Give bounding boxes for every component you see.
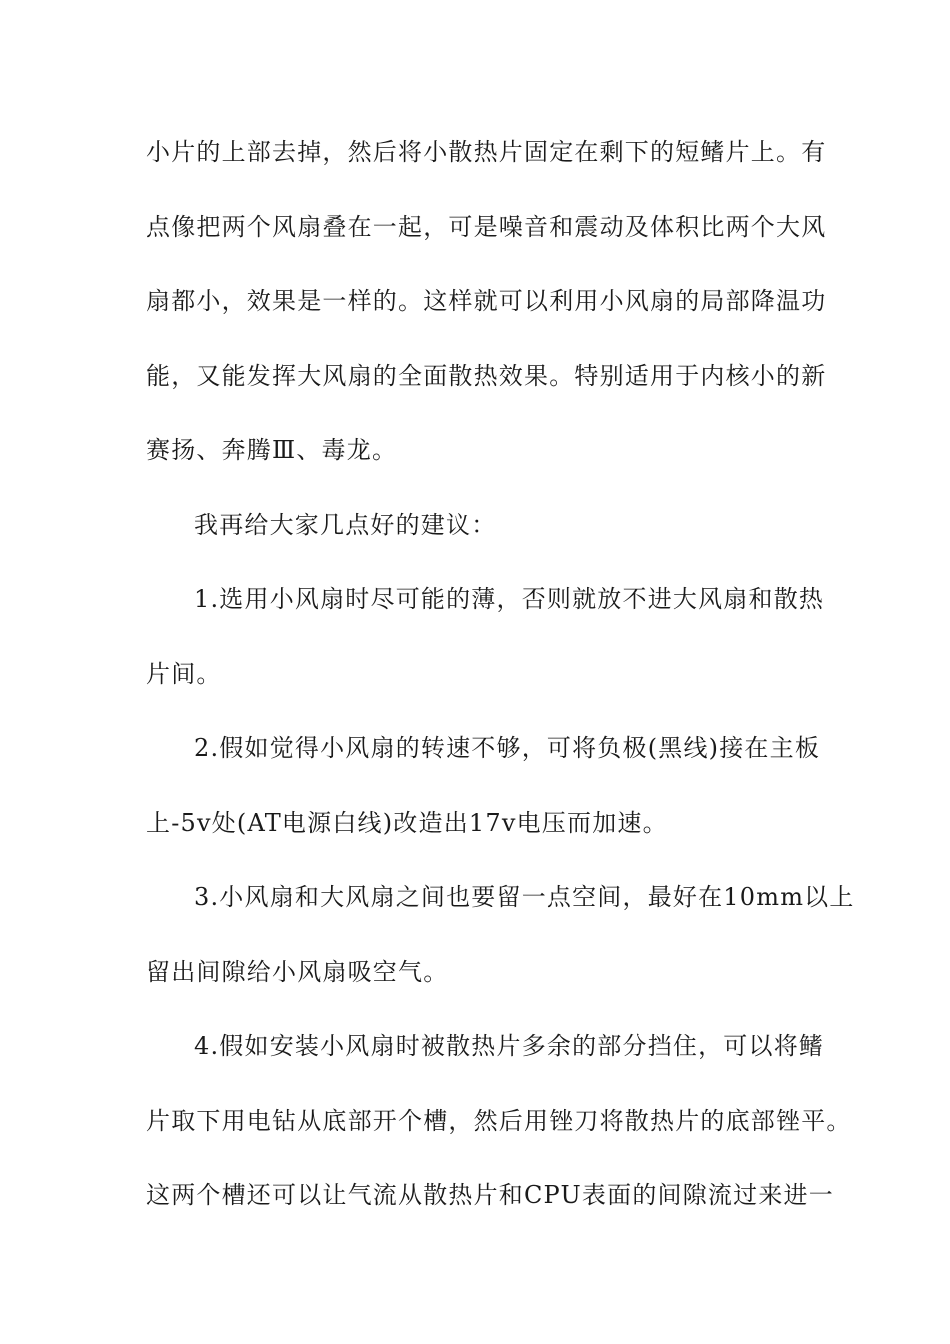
text-line-13: 4.假如安装小风扇时被散热片多余的部分挡住，可以将鳍: [194, 1032, 825, 1060]
text-line-7: 1.选用小风扇时尽可能的薄，否则就放不进大风扇和散热: [194, 585, 825, 613]
text-line-12: 留出间隙给小风扇吸空气。: [146, 957, 449, 986]
text-line-4: 能，又能发挥大风扇的全面散热效果。特别适用于内核小的新: [146, 361, 827, 390]
text-line-6: 我再给大家几点好的建议：: [194, 510, 497, 539]
text-line-15: 这两个槽还可以让气流从散热片和CPU表面的间隙流过来进一: [146, 1181, 834, 1209]
text-line-10: 上-5v处(AT电源白线)改造出17v电压而加速。: [146, 808, 668, 837]
text-line-3: 扇都小，效果是一样的。这样就可以利用小风扇的局部降温功: [146, 287, 827, 315]
text-line-9: 2.假如觉得小风扇的转速不够，可将负极(黑线)接在主板: [194, 734, 821, 762]
text-line-2: 点像把两个风扇叠在一起，可是噪音和震动及体积比两个大风: [146, 212, 827, 241]
document-body: [146, 128, 855, 1246]
text-line-14: 片取下用电钻从底部开个槽，然后用锉刀将散热片的底部锉平。: [146, 1106, 852, 1135]
text-line-5: 赛扬、奔腾Ⅲ、毒龙。: [146, 436, 398, 464]
text-line-11: 3.小风扇和大风扇之间也要留一点空间，最好在10mm以上: [194, 883, 855, 911]
text-line-8: 片间。: [146, 659, 222, 688]
text-line-1: 小片的上部去掉，然后将小散热片固定在剩下的短鳍片上。有: [146, 138, 827, 166]
